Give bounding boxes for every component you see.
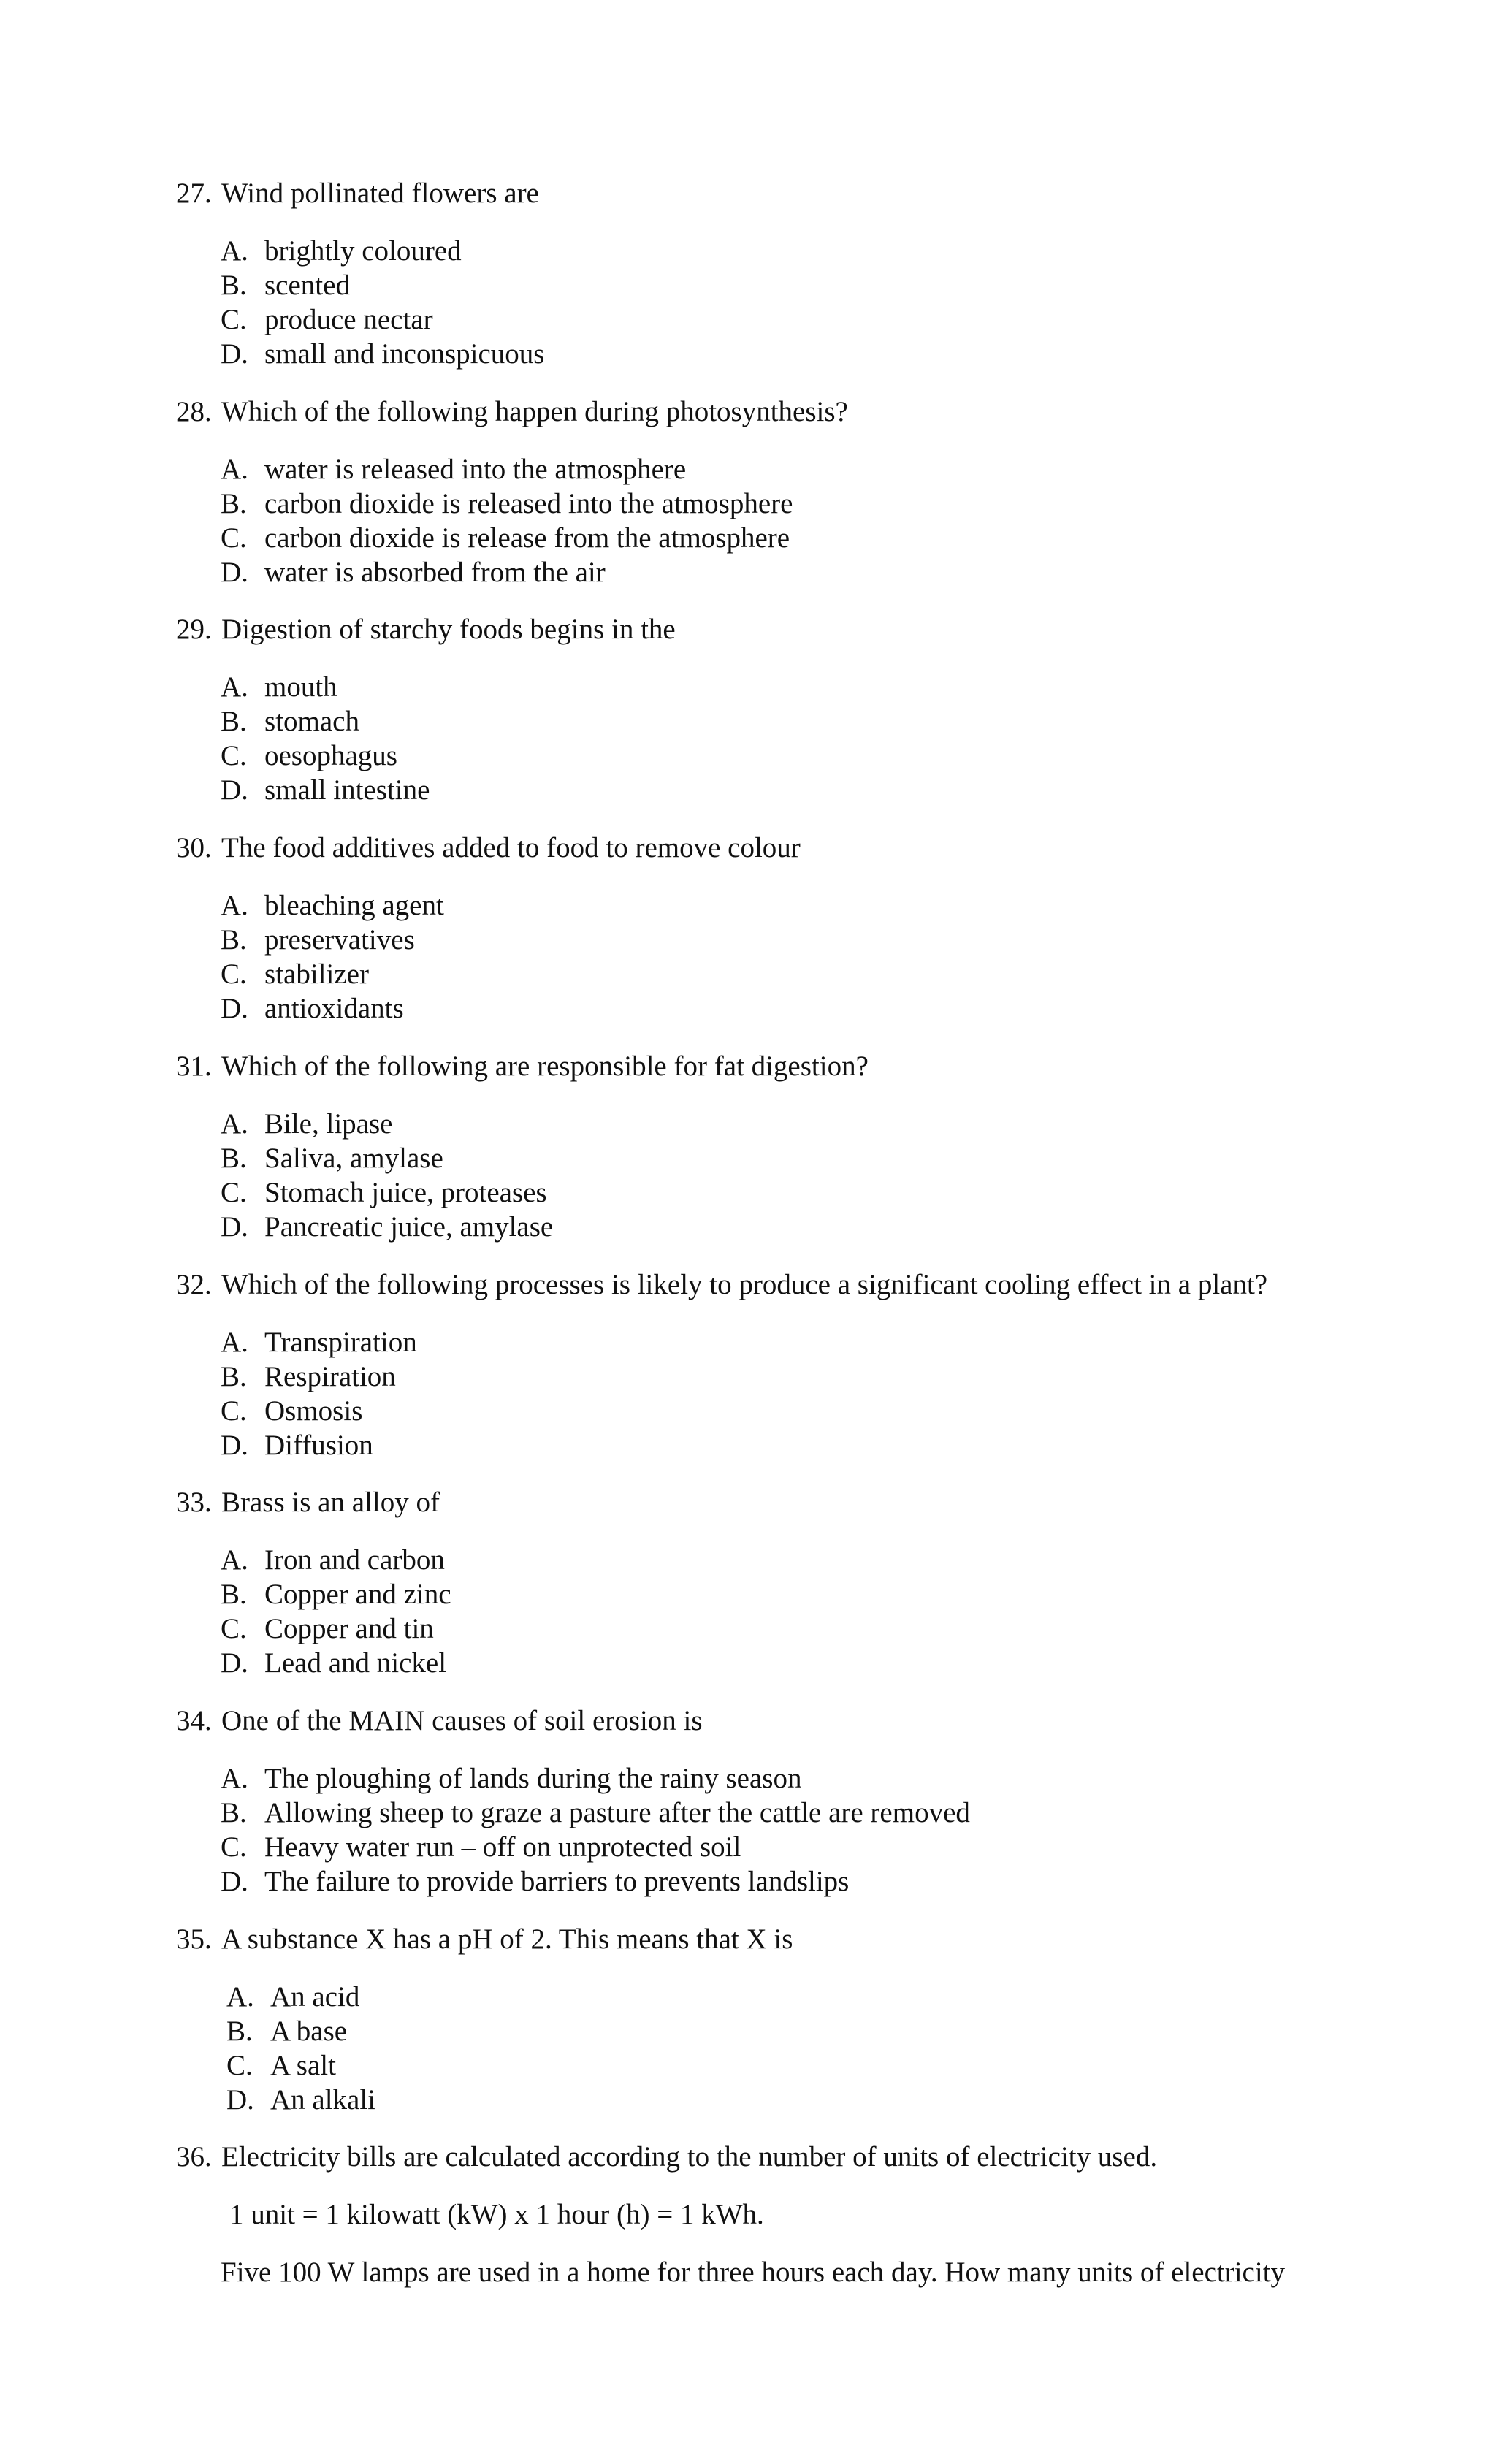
option-text: The ploughing of lands during the rainy season — [264, 1763, 802, 1794]
option-text: Allowing sheep to graze a pasture after the cattle are removed — [264, 1797, 970, 1828]
question-number: 30. — [176, 832, 212, 863]
option — [221, 452, 1419, 487]
option-letter: B. — [221, 1361, 247, 1392]
option — [221, 1611, 1419, 1646]
option-text: A salt — [270, 2050, 336, 2081]
question-28 — [176, 394, 1418, 429]
options-31 — [221, 1107, 1419, 1244]
option-text: oesophagus — [264, 740, 397, 771]
option-letter: B. — [226, 2015, 253, 2047]
option — [221, 1428, 1419, 1462]
option-letter: B. — [221, 488, 247, 519]
option — [221, 670, 1419, 704]
option — [221, 1864, 1419, 1899]
question-29 — [176, 612, 1418, 646]
option — [226, 2048, 1424, 2083]
question-number: 36. — [176, 2141, 212, 2173]
question-number: 31. — [176, 1050, 212, 1082]
option — [221, 234, 1419, 268]
option-letter: D. — [221, 557, 248, 588]
option-text: An acid — [270, 1981, 360, 2013]
question-30 — [176, 831, 1418, 865]
option — [221, 1543, 1419, 1577]
question-34 — [176, 1704, 1418, 1738]
question-text: Brass is an alloy of — [221, 1487, 440, 1518]
option-text: Copper and zinc — [264, 1579, 451, 1610]
option-letter: C. — [221, 958, 247, 990]
question-text: A substance X has a pH of 2. This means that X is — [221, 1923, 793, 1955]
option-letter: B. — [221, 1143, 247, 1174]
question-number: 27. — [176, 178, 212, 209]
option-text: Lead and nickel — [264, 1647, 447, 1679]
option-letter: D. — [221, 774, 248, 806]
options-27 — [221, 234, 1419, 371]
option-letter: D. — [226, 2084, 254, 2116]
option — [221, 521, 1419, 555]
question-32 — [176, 1267, 1418, 1302]
option — [221, 1761, 1419, 1796]
question-number: 28. — [176, 396, 212, 427]
option-letter: D. — [221, 1866, 248, 1897]
option-letter: C. — [221, 522, 247, 554]
option-text: small and inconspicuous — [264, 338, 545, 370]
option-text: small intestine — [264, 774, 430, 806]
option-text: Copper and tin — [264, 1613, 434, 1644]
option-letter: B. — [221, 924, 247, 956]
question-text: One of the MAIN causes of soil erosion is — [221, 1705, 703, 1736]
option-text: stomach — [264, 706, 359, 737]
option-letter: B. — [221, 1797, 247, 1828]
option — [221, 1646, 1419, 1680]
option — [221, 739, 1419, 773]
option-letter: C. — [221, 1831, 247, 1863]
option-letter: A. — [221, 1108, 248, 1140]
question-text: Wind pollinated flowers are — [221, 178, 539, 209]
option-text: preservatives — [264, 924, 415, 956]
option — [221, 302, 1419, 337]
option-letter: D. — [221, 1430, 248, 1461]
option-letter: C. — [221, 1177, 247, 1208]
option-text: Pancreatic juice, amylase — [264, 1211, 554, 1243]
options-32 — [221, 1325, 1419, 1462]
option-text: The failure to provide barriers to prevents landslips — [264, 1866, 850, 1897]
question-33 — [176, 1485, 1418, 1519]
option-text: produce nectar — [264, 304, 433, 335]
question-text: Which of the following processes is likely to produce a significant cooling effect in a plant? — [221, 1269, 1268, 1300]
question-text: Which of the following happen during photosynthesis? — [221, 396, 848, 427]
options-34 — [221, 1761, 1419, 1899]
question-36 — [176, 2140, 1418, 2174]
option — [221, 1175, 1419, 1210]
option-text: mouth — [264, 671, 337, 703]
option — [221, 1210, 1419, 1244]
option — [221, 991, 1419, 1026]
option-text: bleaching agent — [264, 890, 444, 921]
option-letter: A. — [221, 890, 248, 921]
options-29 — [221, 670, 1419, 807]
option — [221, 704, 1419, 739]
option-text: Stomach juice, proteases — [264, 1177, 547, 1208]
option-text: antioxidants — [264, 993, 404, 1024]
option — [221, 1394, 1419, 1428]
options-33 — [221, 1543, 1419, 1680]
option — [221, 337, 1419, 371]
option-letter: C. — [226, 2050, 253, 2081]
question-number: 29. — [176, 614, 212, 645]
option-text: Diffusion — [264, 1430, 373, 1461]
question-text: The food additives added to food to remove colour — [221, 832, 801, 863]
options-35 — [226, 1980, 1424, 2117]
question-number: 32. — [176, 1269, 212, 1300]
question-text: Which of the following are responsible for fat digestion? — [221, 1050, 869, 1082]
option — [221, 1830, 1419, 1864]
question-31 — [176, 1049, 1418, 1083]
option-text: Respiration — [264, 1361, 396, 1392]
option-text: scented — [264, 270, 350, 301]
option-text: Osmosis — [264, 1395, 363, 1427]
question-27 — [176, 176, 1418, 210]
option-letter: B. — [221, 270, 247, 301]
option — [221, 1796, 1419, 1830]
option-text: Transpiration — [264, 1327, 417, 1358]
option-letter: A. — [221, 235, 248, 267]
option-text: carbon dioxide is released into the atmosphere — [264, 488, 793, 519]
option-letter: D. — [221, 338, 248, 370]
option — [221, 1577, 1419, 1611]
option-letter: A. — [221, 454, 248, 485]
formula-line: 1 unit = 1 kilowatt (kW) x 1 hour (h) = 1 kWh. — [229, 2199, 764, 2230]
option-letter: A. — [221, 1763, 248, 1794]
option — [221, 888, 1419, 923]
option — [226, 2014, 1424, 2048]
option-letter: A. — [221, 671, 248, 703]
option-letter: B. — [221, 706, 247, 737]
option-text: Saliva, amylase — [264, 1143, 443, 1174]
option-letter: D. — [221, 1647, 248, 1679]
question-number: 33. — [176, 1487, 212, 1518]
question-paragraph: Five 100 W lamps are used in a home for three hours each day. How many units of electricity — [221, 2257, 1286, 2288]
option-text: Bile, lipase — [264, 1108, 393, 1140]
option — [221, 957, 1419, 991]
option-letter: C. — [221, 740, 247, 771]
option — [221, 923, 1419, 957]
option-letter: D. — [221, 993, 248, 1024]
option-letter: B. — [221, 1579, 247, 1610]
option — [226, 1980, 1424, 2014]
question-text: Digestion of starchy foods begins in the — [221, 614, 676, 645]
question-35 — [176, 1922, 1418, 1956]
option-text: carbon dioxide is release from the atmosphere — [264, 522, 790, 554]
option — [221, 1325, 1419, 1359]
question-number: 35. — [176, 1923, 212, 1955]
option-letter: A. — [226, 1981, 254, 2013]
options-30 — [221, 888, 1419, 1026]
option — [221, 268, 1419, 302]
option-letter: D. — [221, 1211, 248, 1243]
option-letter: A. — [221, 1327, 248, 1358]
option — [221, 555, 1419, 590]
question-number: 34. — [176, 1705, 212, 1736]
option — [226, 2083, 1424, 2117]
option-text: Iron and carbon — [264, 1544, 445, 1576]
option-letter: C. — [221, 1613, 247, 1644]
option-letter: C. — [221, 304, 247, 335]
option-letter: C. — [221, 1395, 247, 1427]
options-28 — [221, 452, 1419, 590]
option — [221, 1359, 1419, 1394]
option-text: A base — [270, 2015, 348, 2047]
option-text: brightly coloured — [264, 235, 462, 267]
option-letter: A. — [221, 1544, 248, 1576]
option — [221, 487, 1419, 521]
option-text: stabilizer — [264, 958, 369, 990]
option — [221, 773, 1419, 807]
option-text: water is absorbed from the air — [264, 557, 606, 588]
option — [221, 1107, 1419, 1141]
option — [221, 1141, 1419, 1175]
option-text: An alkali — [270, 2084, 376, 2116]
option-text: Heavy water run – off on unprotected soil — [264, 1831, 741, 1863]
question-text: Electricity bills are calculated according to the number of units of electricity used. — [221, 2141, 1158, 2173]
option-text: water is released into the atmosphere — [264, 454, 687, 485]
